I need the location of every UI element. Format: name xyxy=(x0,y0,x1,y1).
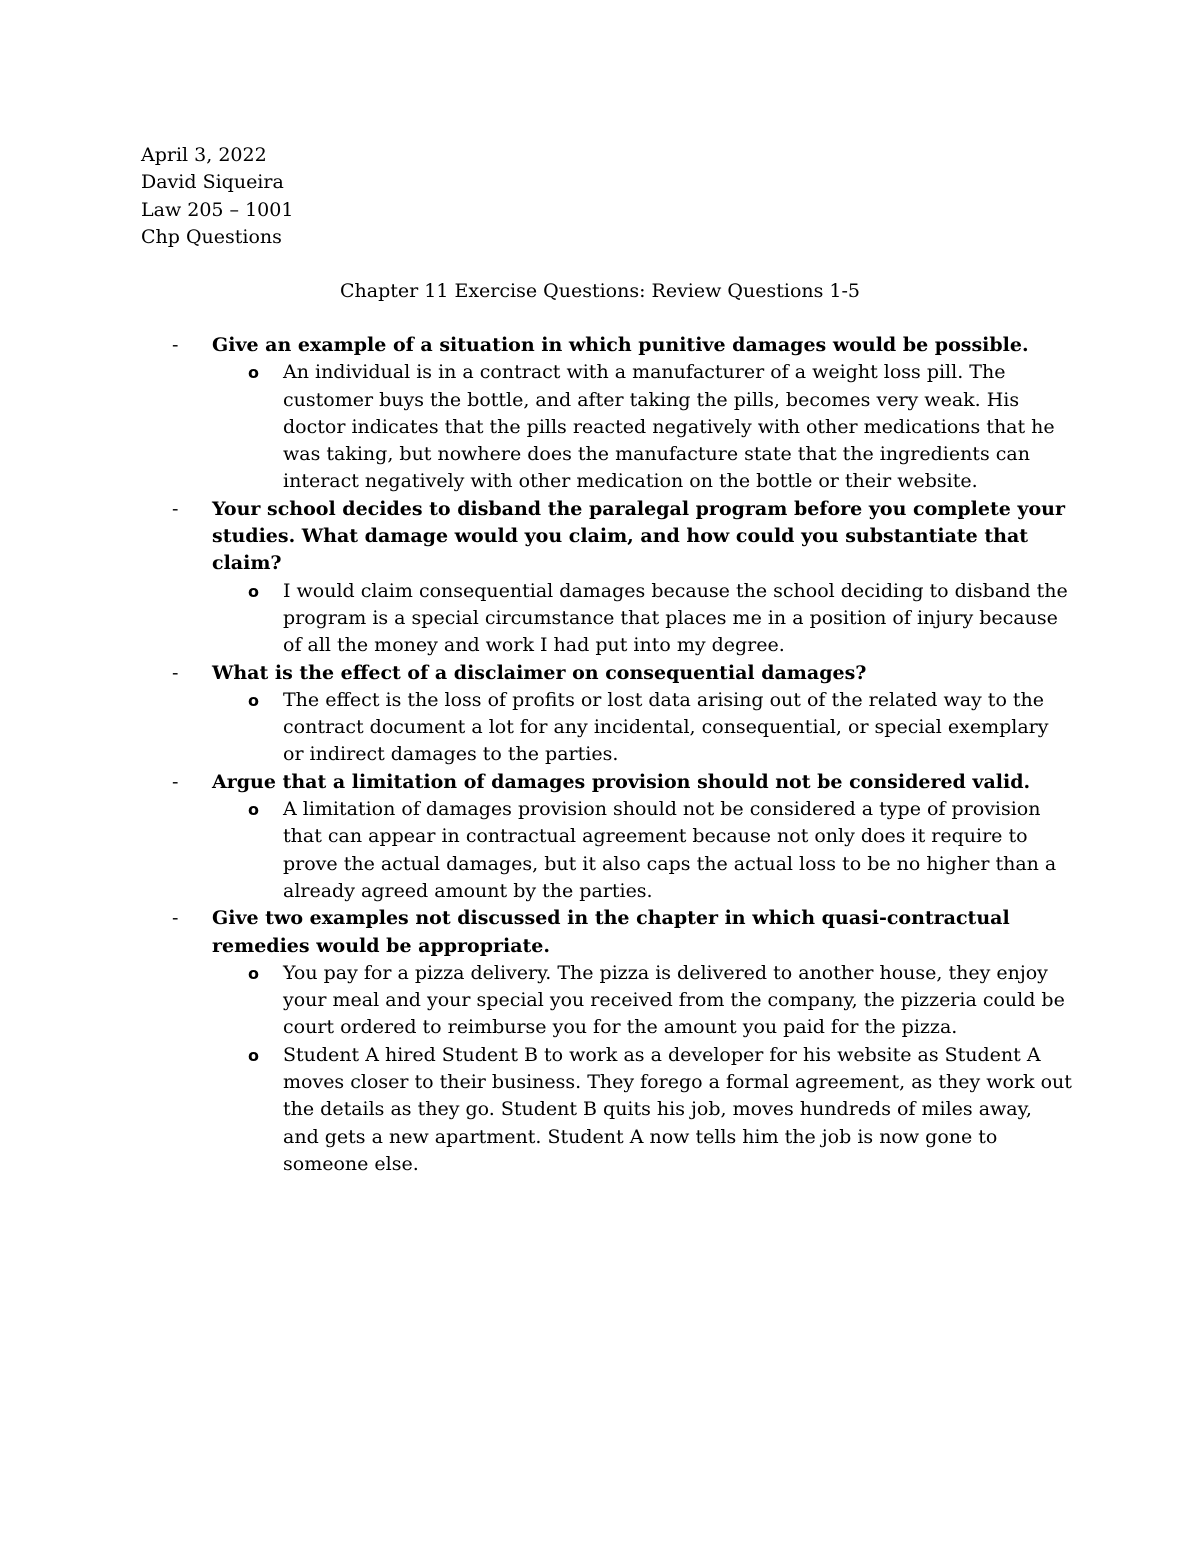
answer-item xyxy=(172,796,1072,905)
circle-bullet-icon: o xyxy=(248,690,259,710)
answer-item xyxy=(172,359,1072,495)
document-header xyxy=(141,142,293,251)
question-text: Your school decides to disband the paralegal program before you complete your studies. What damage would you claim, and how could you substantiate that claim? xyxy=(212,497,1065,575)
question-text: Argue that a limitation of damages provision should not be considered valid. xyxy=(212,770,1031,793)
header-student-name: David Siqueira xyxy=(141,171,284,194)
circle-bullet-icon: o xyxy=(248,581,259,601)
question-item xyxy=(172,660,1072,687)
header-assignment: Chp Questions xyxy=(141,225,282,248)
answer-text: You pay for a pizza delivery. The pizza is delivered to another house, they enjoy your meal and your special you received from the company, the pizzeria could be court ordered to reimburse you for the amount you paid for the pizza. xyxy=(283,961,1065,1039)
circle-bullet-icon: o xyxy=(248,1045,259,1065)
answer-text: An individual is in a contract with a manufacturer of a weight loss pill. The customer buys the bottle, and after taking the pills, becomes very weak. His doctor indicates that the pills reacted negatively with other medications that he was taking, but nowhere does the manufacture state that the ingredients can interact negatively with other medication on the bottle or their website. xyxy=(283,361,1055,493)
dash-bullet-icon: - xyxy=(172,661,179,684)
circle-bullet-icon: o xyxy=(248,363,259,383)
question-item xyxy=(172,769,1072,796)
dash-bullet-icon: - xyxy=(172,770,179,793)
answer-text: I would claim consequential damages because the school deciding to disband the program is a special circumstance that places me in a position of injury because of all the money and work I had put into my degree. xyxy=(283,579,1068,657)
question-item xyxy=(172,496,1072,578)
answer-item xyxy=(172,578,1072,660)
document-title: Chapter 11 Exercise Questions: Review Questions 1-5 xyxy=(339,280,861,302)
question-text: Give an example of a situation in which punitive damages would be possible. xyxy=(212,334,1029,356)
dash-bullet-icon: - xyxy=(172,907,179,930)
answer-text: A limitation of damages provision should not be considered a type of provision that can appear in contractual agreement because not only does it require to prove the actual damages, but it also caps the actual loss to be no higher than a already agreed amount by the parties. xyxy=(283,798,1057,902)
answer-item xyxy=(172,1042,1072,1178)
question-item xyxy=(172,332,1072,359)
header-date: April 3, 2022 xyxy=(141,144,267,166)
answer-text: Student A hired Student B to work as a developer for his website as Student A moves closer to their business. They forego a formal agreement, as they work out the details as they go. Student B quits his job, moves hundreds of miles away, and gets a new apartment. Student A now tells him the job is now gone to someone else. xyxy=(283,1043,1072,1175)
circle-bullet-icon: o xyxy=(248,963,259,983)
dash-bullet-icon: - xyxy=(172,497,179,520)
answer-item xyxy=(172,960,1072,1042)
circle-bullet-icon: o xyxy=(248,800,259,820)
question-text: What is the effect of a disclaimer on consequential damages? xyxy=(212,661,867,684)
header-course: Law 205 – 1001 xyxy=(141,198,294,221)
answer-item xyxy=(172,687,1072,769)
question-text: Give two examples not discussed in the chapter in which quasi-contractual remedies would be appropriate. xyxy=(212,907,1010,957)
question-item xyxy=(172,905,1072,960)
dash-bullet-icon: - xyxy=(172,334,179,356)
answer-text: The effect is the loss of profits or lost data arising out of the related way to the contract document a lot for any incidental, consequential, or special exemplary or indirect damages to the parties. xyxy=(283,688,1049,766)
question-answer-list xyxy=(172,332,1072,1178)
